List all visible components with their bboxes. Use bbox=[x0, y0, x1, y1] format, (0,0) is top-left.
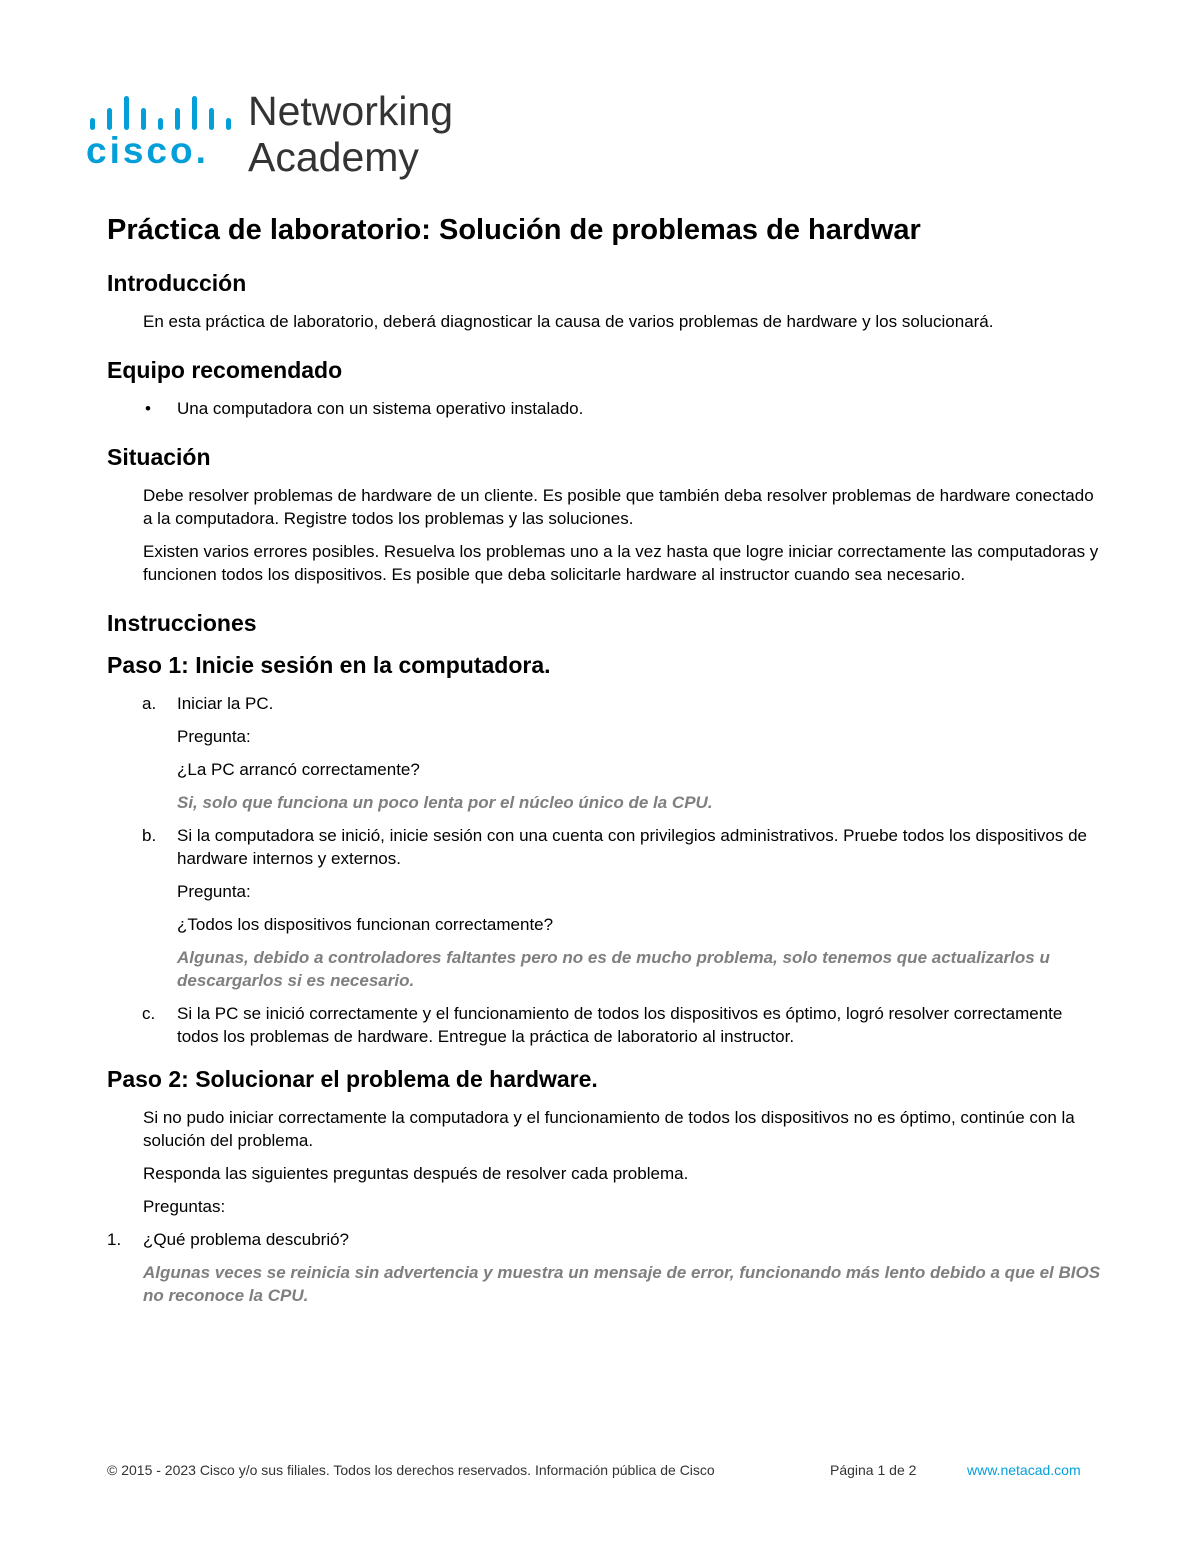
cisco-wordmark: cisco. bbox=[86, 130, 209, 171]
step2-heading: Paso 2: Solucionar el problema de hardware. bbox=[107, 1066, 598, 1092]
intro-heading: Introducción bbox=[107, 270, 247, 296]
equipment-item: • Una computadora con un sistema operativo instalado. bbox=[145, 399, 584, 418]
cisco-networking-academy-logo bbox=[86, 88, 466, 178]
equipment-heading: Equipo recomendado bbox=[107, 357, 343, 383]
document-body bbox=[107, 210, 1107, 1307]
page-footer bbox=[107, 1462, 1097, 1478]
question-label: Pregunta: bbox=[177, 882, 251, 901]
step2-paragraph-1: Si no pudo iniciar correctamente la computadora y el funcionamiento de todos los dispositivos no es óptimo, continúe con la solución del problema. bbox=[143, 1108, 1075, 1150]
question-text: ¿La PC arrancó correctamente? bbox=[177, 760, 420, 779]
answer-text: Algunas, debido a controladores faltantes pero no es de mucho problema, solo tenemos que actualizarlos u descargarlos si es necesario. bbox=[177, 948, 1050, 990]
step2-question-1: 1. ¿Qué problema descubrió? bbox=[107, 1230, 350, 1249]
academy-title: Networking Academy bbox=[248, 88, 454, 180]
question-label: Pregunta: bbox=[177, 727, 251, 746]
cisco-bars-icon bbox=[90, 96, 230, 130]
step2-paragraph-2: Responda las siguientes preguntas después de resolver cada problema. bbox=[143, 1164, 689, 1183]
intro-text: En esta práctica de laboratorio, deberá diagnosticar la causa de varios problemas de hardware y los solucionará. bbox=[143, 312, 994, 331]
questions-label: Preguntas: bbox=[143, 1197, 226, 1216]
question-text: ¿Todos los dispositivos funcionan correctamente? bbox=[177, 915, 554, 934]
copyright-text: © 2015 - 2023 Cisco y/o sus filiales. Todos los derechos reservados. Información pública de Cisco bbox=[107, 1462, 715, 1478]
step1-item-b: b. Si la computadora se inició, inicie sesión con una cuenta con privilegios administrativos. Pruebe todos los dispositivos de hardware internos y externos. bbox=[142, 826, 1087, 868]
step1-item-a: a. Iniciar la PC. bbox=[142, 694, 274, 713]
bullet-icon: • bbox=[145, 399, 151, 418]
situation-paragraph-2: Existen varios errores posibles. Resuelva los problemas uno a la vez hasta que logre iniciar correctamente las computadoras y funcionen todos los dispositivos. Es posible que deba solicitarle hardware al instructor cuando sea necesario. bbox=[143, 542, 1099, 584]
page-title: Práctica de laboratorio: Solución de problemas de hardwar bbox=[107, 214, 921, 246]
situation-heading: Situación bbox=[107, 444, 211, 470]
step1-item-c: c. Si la PC se inició correctamente y el funcionamiento de todos los dispositivos es óptimo, logró resolver correctamente todos los problemas de hardware. Entregue la práctica de laboratorio al instructor. bbox=[142, 1004, 1063, 1046]
page-number: Página 1 de 2 bbox=[830, 1462, 917, 1478]
situation-paragraph-1: Debe resolver problemas de hardware de un cliente. Es posible que también deba resolver problemas de hardware conectado a la computadora. Registre todos los problemas y las soluciones. bbox=[143, 486, 1094, 528]
answer-text: Si, solo que funciona un poco lenta por el núcleo único de la CPU. bbox=[177, 793, 713, 812]
step1-heading: Paso 1: Inicie sesión en la computadora. bbox=[107, 652, 551, 678]
netacad-link[interactable]: www.netacad.com bbox=[967, 1462, 1081, 1478]
instructions-heading: Instrucciones bbox=[107, 610, 257, 636]
answer-text: Algunas veces se reinicia sin advertencia y muestra un mensaje de error, funcionando más lento debido a que el BIOS no reconoce la CPU. bbox=[143, 1263, 1101, 1305]
